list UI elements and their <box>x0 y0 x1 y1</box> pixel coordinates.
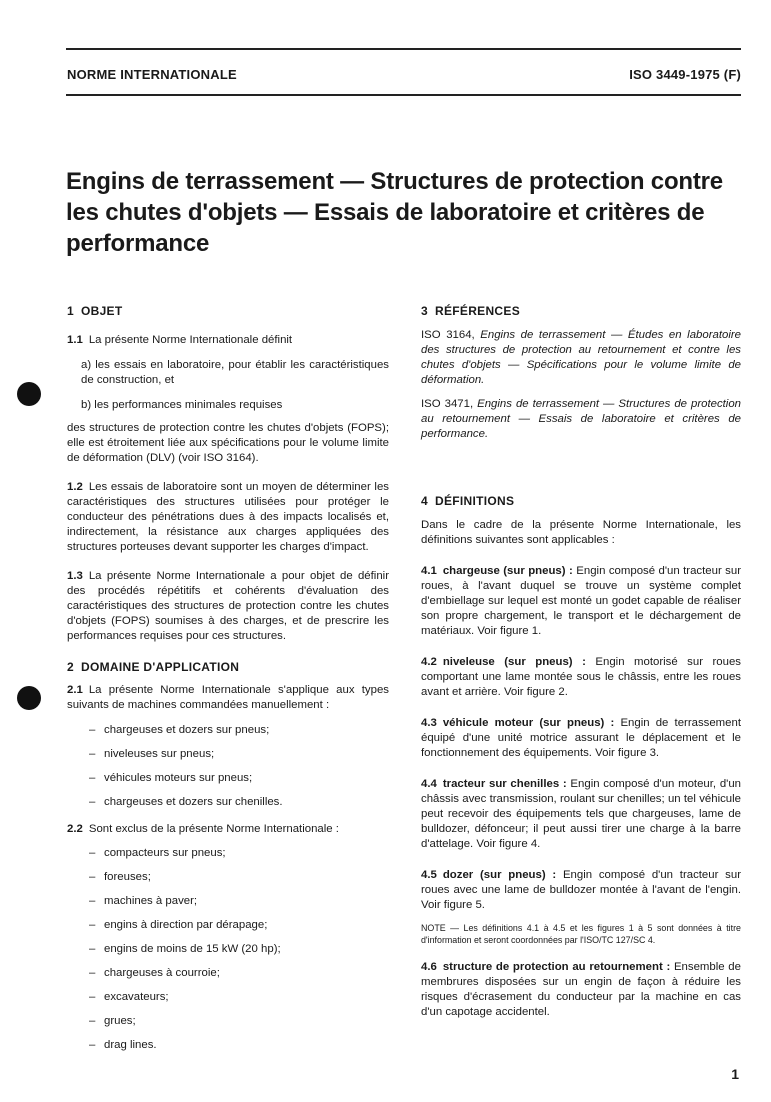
page-number: 1 <box>731 1066 739 1082</box>
definition-4-5: 4.5 dozer (sur pneus) : Engin composé d'un tracteur sur roues avec une lame de bulldozer montée à l'avant de l'engin. Voir figure 5. <box>421 869 741 911</box>
list-item: – drag lines. <box>89 1039 157 1051</box>
list-item: – excavateurs; <box>89 991 169 1003</box>
definition-4-3: 4.3 véhicule moteur (sur pneus) : Engin de terrassement équipé d'une unité motrice assurant le déplacement et le fonctionnement des équipements. Voir figure 3. <box>421 717 742 759</box>
header-top-rule <box>66 48 741 50</box>
section-heading-domaine: 2 DOMAINE D'APPLICATION <box>67 660 240 674</box>
list-item: – niveleuses sur pneus; <box>89 748 215 760</box>
list-item: – chargeuses à courroie; <box>89 967 220 979</box>
list-item: – chargeuses et dozers sur pneus; <box>89 724 270 736</box>
list-item: – véhicules moteurs sur pneus; <box>89 772 253 784</box>
list-item-a: a) les essais en laboratoire, pour établir les caractéristiques de construction, et <box>81 359 389 386</box>
margin-punch-mark <box>17 686 41 710</box>
list-item: – grues; <box>89 1015 136 1027</box>
list-item-b: b) les performances minimales requises <box>81 399 283 411</box>
section-heading-definitions: 4 DÉFINITIONS <box>421 494 515 508</box>
reference-iso-3164: ISO 3164, Engins de terrassement — Études en laboratoire des structures de protection au retournement et contre les chutes d'objets — Spécifications pour le volume limite de déformation. <box>421 329 741 386</box>
definition-4-4: 4.4 tracteur sur chenilles : Engin composé d'un moteur, d'un châssis avec transmission, roulant sur chenilles; un tel véhicule peut recevoir des équipements tels que chargeuses, lame de bulldozer, défonceur; il peut aussi tirer une charge à la barre d'attelage. Voir figure 4. <box>421 778 741 850</box>
list-included-machines <box>67 723 389 810</box>
list-item: – engins de moins de 15 kW (20 hp); <box>89 943 281 955</box>
list-item: – foreuses; <box>89 871 151 883</box>
header-bottom-rule <box>66 94 741 96</box>
definitions-note: NOTE — Les définitions 4.1 à 4.5 et les figures 1 à 5 sont données à titre d'information et seront coordonnées par l'ISO/TC 127/SC 4. <box>421 923 741 945</box>
list-item: – engins à direction par dérapage; <box>89 919 268 931</box>
list-excluded-machines <box>67 846 389 1053</box>
header-standard-number: ISO 3449-1975 (F) <box>629 67 741 82</box>
paragraph-2-2: 2.2 Sont exclus de la présente Norme Internationale : <box>67 823 339 835</box>
right-column <box>421 304 741 1020</box>
list-item: – chargeuses et dozers sur chenilles. <box>89 796 283 808</box>
definition-4-6: 4.6 structure de protection au retournement : Ensemble de membrures disposées sur un engin de façon à réduire les risques d'écrasement du conducteur par la machine en cas d'un capotage accidentel. <box>421 961 741 1018</box>
document-title: Engins de terrassement — Structures de protection contre les chutes d'objets — Essais de laboratoire et critères de performance <box>66 168 723 257</box>
header-standard-type: NORME INTERNATIONALE <box>67 67 237 82</box>
section-heading-references: 3 RÉFÉRENCES <box>421 304 520 318</box>
reference-iso-3471: ISO 3471, Engins de terrassement — Structures de protection au retournement — Essais de laboratoire et critères de performance. <box>421 398 742 440</box>
margin-punch-mark <box>17 382 41 406</box>
paragraph-1-3: 1.3 La présente Norme Internationale a pour objet de définir des procédés répétitifs et cohérents d'évaluation des caractéristiques des structures de protection contre les chutes d'objets (FOPS) soumises à des charges, et de prescrire les performances requises pour ces structures. <box>67 570 389 642</box>
left-column <box>67 304 389 1053</box>
definition-4-2: 4.2 niveleuse (sur pneus) : Engin motorisé sur roues comportant une lame montée sous le châssis, entre les roues avant et arrière. Voir figure 2. <box>421 656 741 698</box>
list-item: – machines à paver; <box>89 895 198 907</box>
definitions-intro: Dans le cadre de la présente Norme Internationale, les définitions suivantes sont applicables : <box>421 519 741 546</box>
section-heading-objet: 1 OBJET <box>67 304 123 318</box>
definition-4-1: 4.1 chargeuse (sur pneus) : Engin composé d'un tracteur sur roues, à l'avant duquel se trouve un système complet d'embiellage sur lequel est monté un godet capable de réaliser son propre chargement, le transport et le déchargement de matériaux. Voir figure 1. <box>421 565 742 637</box>
list-item: – compacteurs sur pneus; <box>89 847 226 859</box>
paragraph-1-2: 1.2 Les essais de laboratoire sont un moyen de déterminer les caractéristiques des structures utilisées pour protéger le conducteur des pénétrations dues à des impacts localisés et, indirectement, la résistance aux charges appliquées des structures porteuses devant supporter les charges d'impact. <box>67 481 389 553</box>
paragraph-1-1-continued: des structures de protection contre les chutes d'objets (FOPS); elle est étroitement liée aux spécifications pour le volume limite de déformation (DLV) (voir ISO 3164). <box>67 422 389 464</box>
paragraph-2-1: 2.1 La présente Norme Internationale s'applique aux types suivants de machines commandées manuellement : <box>67 684 389 711</box>
paragraph-1-1: 1.1 La présente Norme Internationale définit <box>67 334 293 346</box>
